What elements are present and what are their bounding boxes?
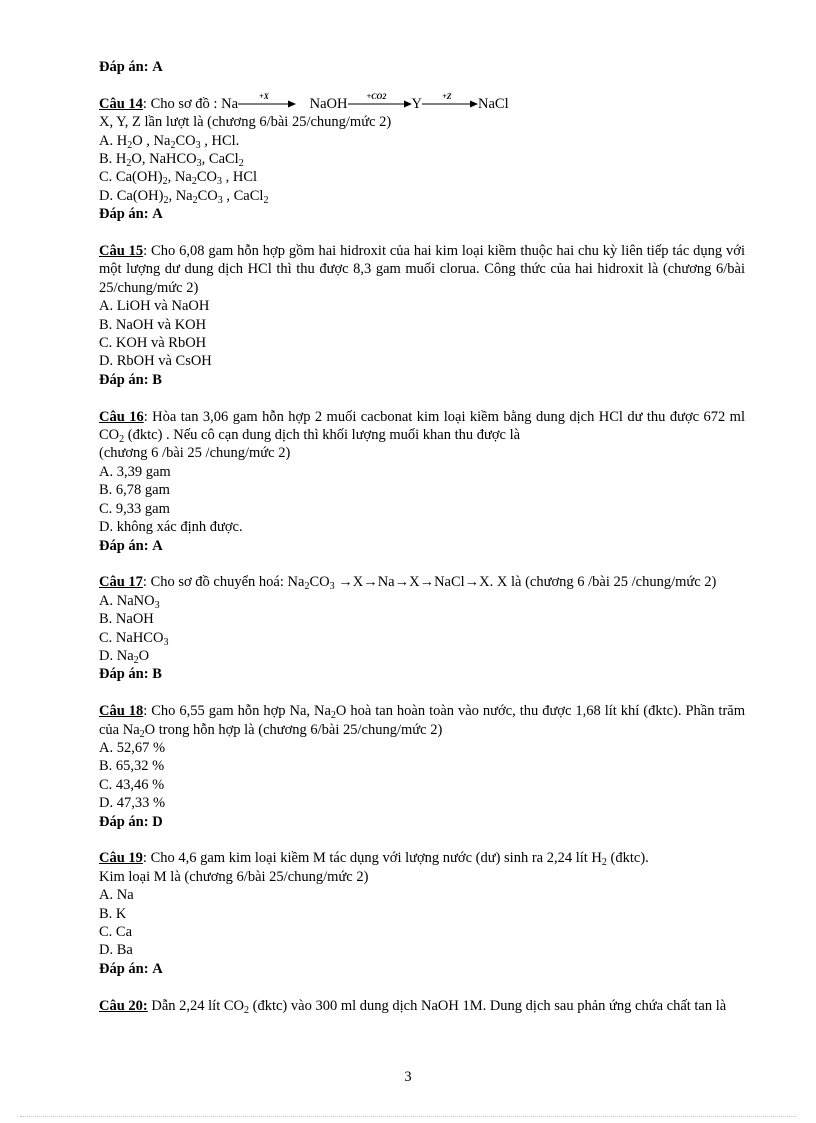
- answer-line: Đáp án: A: [99, 537, 163, 554]
- reaction-arrow-icon: [348, 92, 412, 108]
- question-heading: Câu 14: [99, 95, 143, 112]
- option-a: A. $H_2O$ , $Na_2CO_3$ , HCl.: [99, 132, 240, 151]
- question-heading: Câu 20:: [99, 997, 148, 1014]
- question-text: X, Y, Z lần lượt là (chương 6/bài 25/chung/mức 2): [99, 114, 392, 131]
- option-d: D. không xác định được.: [99, 519, 243, 536]
- question-text: Câu 19: Cho 4,6 gam kim loại kiềm M tác dụng với lượng nước (dư) sinh ra 2,24 lít $H_2$ (đktc).: [99, 850, 649, 869]
- scheme-species: Na: [221, 95, 239, 112]
- q13-answer: [99, 58, 745, 76]
- option-c: C. Ca: [99, 924, 133, 940]
- answer-line: Đáp án: A: [99, 960, 163, 977]
- answer-line: Đáp án: B: [99, 371, 162, 388]
- question-18: [99, 702, 745, 831]
- question-heading: Câu 18: [99, 703, 144, 720]
- question-15: [99, 242, 745, 389]
- option-b: B. NaOH: [99, 611, 154, 628]
- document-page: [99, 58, 745, 1015]
- option-d: D. 47,33 %: [99, 795, 166, 812]
- page-number: 3: [404, 1069, 412, 1085]
- option-a: A. 52,67 %: [99, 739, 166, 756]
- reaction-arrow-icon: [238, 92, 296, 108]
- option-b: B. $H_2O$, NaHCO$_3$, CaCl$_2$: [99, 151, 244, 170]
- question-text: : Cho sơ đồ :: [142, 95, 222, 112]
- question-text: (chương 6 /bài 25 /chung/mức 2): [99, 445, 291, 462]
- arrow-label: +X: [259, 92, 269, 102]
- option-c: C. 43,46 %: [99, 776, 165, 793]
- option-c: C. KOH và RbOH: [99, 335, 207, 352]
- arrow-label: +CO2: [366, 92, 387, 102]
- question-14: [99, 92, 745, 224]
- q14-scheme-line: [99, 92, 745, 113]
- option-d: D. RbOH và CsOH: [99, 353, 212, 370]
- question-text: Câu 20: Dẫn 2,24 lít $CO_2$ (đktc) vào 300 ml dung dịch NaOH 1M. Dung dịch sau phản ứng chứa chất tan là: [99, 997, 727, 1016]
- question-heading: Câu 19: [99, 850, 143, 867]
- option-c: C. NaHCO$_3$: [99, 629, 169, 648]
- option-a: A. 3,39 gam: [99, 463, 171, 480]
- answer-value: A: [152, 59, 163, 75]
- option-b: B. 6,78 gam: [99, 482, 170, 499]
- scheme-species: NaOH: [306, 95, 348, 112]
- question-17: [99, 573, 745, 683]
- option-b: B. NaOH và KOH: [99, 316, 207, 333]
- arrow-label: +Z: [442, 92, 452, 102]
- option-d: D. Ba: [99, 942, 133, 959]
- answer-line: Đáp án: D: [99, 813, 163, 830]
- option-b: B. K: [99, 905, 127, 922]
- option-a: A. LiOH và NaOH: [99, 298, 210, 315]
- option-d: D. $Na_2O$: [99, 647, 150, 666]
- option-a: A. NaNO$_3$: [99, 592, 160, 611]
- question-heading: Câu 15: [99, 243, 144, 260]
- option-c: C. 9,33 gam: [99, 500, 170, 517]
- reaction-arrow-icon: [422, 92, 478, 108]
- question-heading: Câu 17: [99, 574, 143, 591]
- scheme-species: Y: [411, 95, 422, 112]
- option-c: C. $Ca(OH)_2$, $Na_2CO_3$ , HCl: [99, 169, 258, 188]
- question-text: Câu 15: Cho 6,08 gam hỗn hợp gồm hai hidroxit của hai kim loại kiềm thuộc hai chu kỳ liên tiếp tác dụng với một lượng dư dung dịch HCl thì thu được 8,3 gam muối clorua. Công thức của hai hidroxit là (chương 6/bài 25/chung/mức 2): [99, 243, 745, 296]
- question-text: Kim loại M là (chương 6/bài 25/chung/mức 2): [99, 868, 369, 885]
- question-text: Câu 16: Hòa tan 3,06 gam hỗn hợp 2 muối cacbonat kim loại kiềm bằng dung dịch HCl dư thu được 672 ml $CO_2$ (đktc) . Nếu cô cạn dung dịch thì khối lượng muối khan thu được là: [99, 408, 745, 446]
- question-heading: Câu 16: [99, 408, 144, 425]
- answer-line: Đáp án: B: [99, 666, 162, 683]
- page-divider: [20, 1116, 796, 1117]
- option-b: B. 65,32 %: [99, 758, 165, 775]
- question-text: Câu 18: Cho 6,55 gam hỗn hợp Na, $Na_2O$ hoà tan hoàn toàn vào nước, thu được 1,68 lít khí (đktc). Phần trăm của $Na_2O$ trong hỗn hợp là (chương 6/bài 25/chung/mức 2): [99, 703, 745, 740]
- option-a: A. Na: [99, 887, 134, 904]
- question-19: [99, 849, 745, 978]
- scheme-species: NaCl: [477, 95, 509, 112]
- answer-line: Đáp án: A: [99, 206, 163, 223]
- question-text: Câu 17: Cho sơ đồ chuyển hoá: $Na_2CO_3$ →X→Na→X→NaCl→X. X là (chương 6 /bài 25 /chung/mức 2): [99, 574, 717, 593]
- option-d: D. $Ca(OH)_2$, $Na_2CO_3$ , CaCl$_2$: [99, 187, 269, 206]
- question-16: [99, 408, 745, 555]
- question-20: [99, 997, 745, 1015]
- answer-label: Đáp án:: [99, 59, 149, 75]
